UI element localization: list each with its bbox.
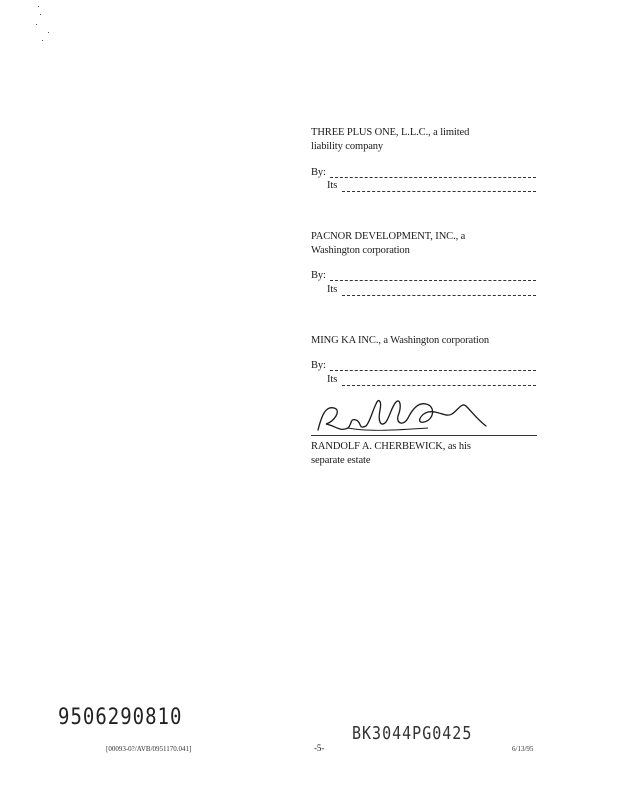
its-title-line <box>342 385 536 386</box>
by-label: By: <box>311 167 326 178</box>
scan-speck <box>48 32 49 33</box>
by-label: By: <box>311 270 326 281</box>
document-date: 6/13/95 <box>512 745 534 753</box>
document-id: [00093-0?/AVB/0951170.041] <box>106 745 192 753</box>
scan-speck <box>36 24 37 25</box>
its-label: Its <box>327 284 338 295</box>
entity-name: THREE PLUS ONE, L.L.C., a limited <box>311 127 470 138</box>
by-label: By: <box>311 360 326 371</box>
entity-description: Washington corporation <box>311 245 410 256</box>
by-signature-line <box>330 280 536 281</box>
scan-speck <box>42 40 43 41</box>
signature-line <box>311 435 537 436</box>
recording-number-stamp: 9506290810 <box>58 704 183 730</box>
entity-name: MING KA INC., a Washington corporation <box>311 335 490 346</box>
by-signature-line <box>330 370 536 371</box>
its-title-line <box>342 295 536 296</box>
scan-speck <box>38 6 39 7</box>
entity-name: PACNOR DEVELOPMENT, INC., a <box>311 231 466 242</box>
individual-name: RANDOLF A. CHERBEWICK, as his <box>311 441 471 452</box>
book-page-stamp: BK3044PG0425 <box>352 722 473 744</box>
its-label: Its <box>327 180 338 191</box>
its-label: Its <box>327 374 338 385</box>
its-title-line <box>342 191 536 192</box>
page-number: -5- <box>314 743 325 753</box>
individual-capacity: separate estate <box>311 455 371 466</box>
entity-description: liability company <box>311 141 384 152</box>
by-signature-line <box>330 177 536 178</box>
scan-speck <box>40 14 41 15</box>
